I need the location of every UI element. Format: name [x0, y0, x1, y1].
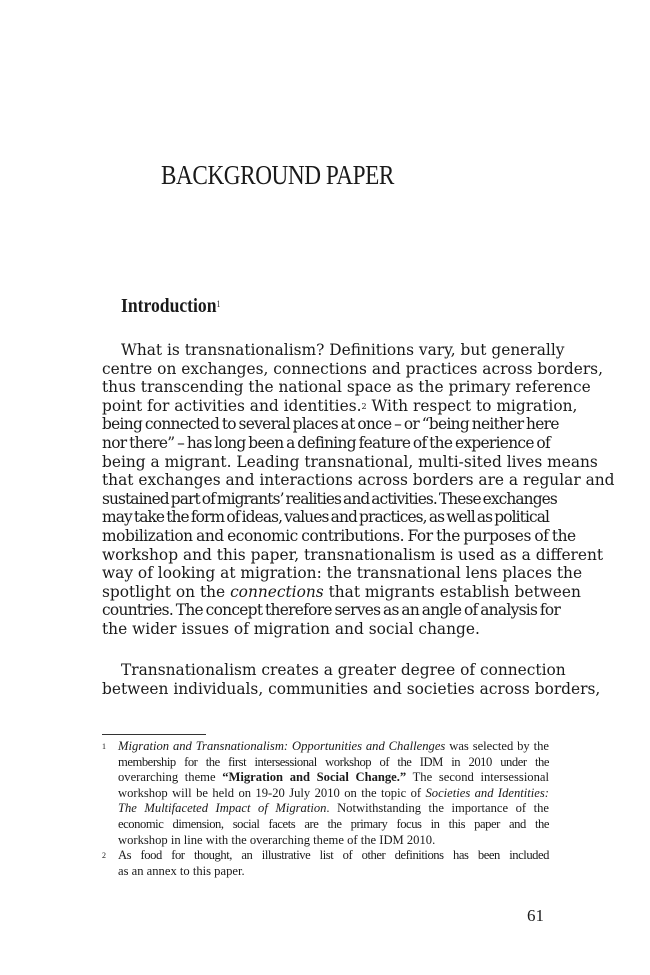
- text-line: What is transnationalism? Definitions vary, but generally: [121, 341, 565, 359]
- text-fragment: . Notwithstanding the importance of the: [326, 801, 549, 816]
- text-line: [118, 770, 549, 786]
- text-fragment: was selected by the: [445, 739, 550, 753]
- text-line: [102, 396, 578, 416]
- text-line: centre on exchanges, connections and practices across borders,: [102, 359, 603, 378]
- page-number: 61: [527, 906, 544, 925]
- text-line: workshop in line with the overarching theme of the IDM 2010.: [118, 832, 436, 847]
- text-line: that exchanges and interactions across borders are a regular and: [102, 471, 615, 490]
- footnote-ref[interactable]: 2: [361, 401, 367, 411]
- emphasis: Migration and Transnationalism: Opportunities and Challenges: [118, 739, 446, 753]
- text-line: [102, 582, 581, 602]
- text-line: As food for thought, an illustrative list of other definitions has been included: [118, 848, 549, 863]
- section-heading-text: Introduction: [121, 295, 217, 317]
- text-fragment: that migrants establish between: [323, 582, 581, 601]
- footnote-2: [102, 848, 549, 879]
- paragraph-1: [102, 341, 615, 639]
- text-fragment: spotlight on the: [102, 582, 231, 601]
- bold-text: “Migration and Social Change.”: [222, 770, 407, 785]
- text-fragment: point for activities and identities.: [102, 396, 362, 415]
- text-line: mobilization and economic contributions. For the purposes of the: [102, 526, 576, 545]
- text-fragment: With respect to migration,: [366, 396, 578, 415]
- text-fragment: overarching theme: [118, 770, 223, 785]
- page-title: BACKGROUND PAPER: [161, 160, 394, 190]
- footnote-1: [102, 739, 549, 848]
- text-line: between individuals, communities and societies across borders,: [102, 679, 601, 698]
- footnote-divider: [102, 734, 206, 735]
- footnote-number: 2: [102, 851, 106, 861]
- paragraph-2: [102, 661, 601, 698]
- text-line: Transnationalism creates a greater degree of connection: [121, 661, 566, 679]
- text-fragment: workshop will be held on 19-20 July 2010 on the topic of: [118, 785, 426, 800]
- text-line: workshop and this paper, transnationalism is used as a different: [102, 545, 604, 564]
- text-line: may take the form of ideas, values and practices, as well as political: [102, 508, 549, 527]
- text-line: as an annex to this paper.: [118, 863, 245, 878]
- emphasis: connections: [230, 582, 324, 601]
- text-line: economic dimension, social facets are the primary focus in this paper and the: [118, 816, 549, 831]
- emphasis: The Multifaceted Impact of Migration: [118, 801, 327, 816]
- text-line: [118, 801, 549, 817]
- text-line: membership for the first intersessional workshop of the IDM in 2010 under the: [118, 754, 549, 769]
- text-line: nor there” – has long been a defining feature of the experience of: [102, 433, 550, 452]
- section-heading: [121, 295, 220, 318]
- text-line: [118, 739, 549, 755]
- text-fragment: The second intersessional: [406, 770, 549, 785]
- footnote-ref[interactable]: 1: [216, 299, 221, 309]
- footnotes: [102, 739, 549, 879]
- text-line: being connected to several places at once – or “being neither here: [102, 415, 559, 434]
- text-line: sustained part of migrants’ realities and activities. These exchanges: [102, 489, 557, 508]
- text-line: way of looking at migration: the transnational lens places the: [102, 564, 583, 583]
- text-line: being a migrant. Leading transnational, multi-sited lives means: [102, 452, 598, 471]
- text-line: countries. The concept therefore serves as an angle of analysis for: [102, 601, 561, 620]
- text-line: the wider issues of migration and social change.: [102, 619, 480, 638]
- emphasis: Societies and Identities:: [425, 785, 549, 800]
- text-line: thus transcending the national space as the primary reference: [102, 378, 591, 397]
- footnote-number: 1: [102, 742, 106, 751]
- text-line: [118, 786, 549, 802]
